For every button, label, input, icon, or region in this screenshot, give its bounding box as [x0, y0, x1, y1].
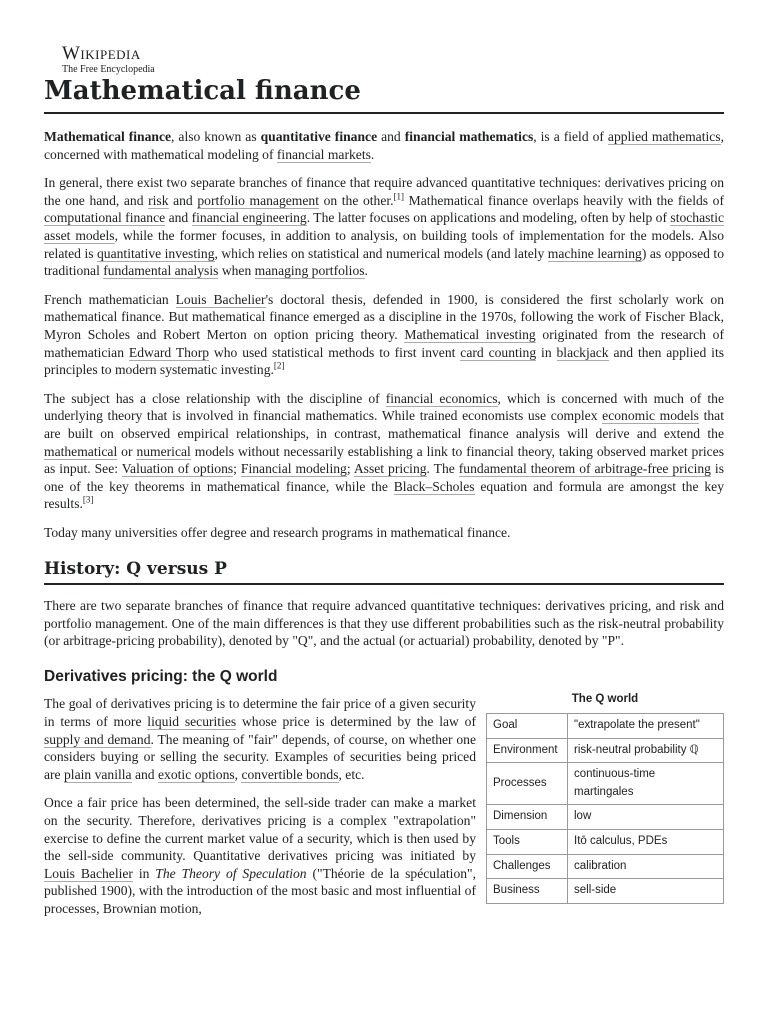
text-run: equation and formula are amongst the key results. [44, 478, 724, 512]
row-value: risk-neutral probability ℚ [568, 738, 724, 763]
paragraph [44, 128, 724, 163]
text-run: is one of the key theorems in mathematical finance, while the [44, 461, 724, 494]
wiki-link[interactable]: Asset pricing [353, 461, 427, 477]
subsection-heading-q-world: Derivatives pricing: the Q world [44, 667, 278, 685]
citation-link[interactable]: [3] [82, 494, 94, 505]
text-run: In general, there exist two separate branches of finance that require advanced quantitative techniques: derivatives pricing on the one hand, and [44, 175, 724, 208]
bold-term: Mathematical finance [44, 129, 172, 144]
text-run: ("Théorie de la spéculation", published 1900), with the introduction of the most basic and most influential of processes, Brownian motion, [44, 865, 476, 916]
row-value: "extrapolate the present" [568, 714, 724, 739]
text-run: . The meaning of "fair" depends, of course, on whether one considers buying or selling the security. Examples of securities being priced are [44, 731, 476, 782]
wiki-link[interactable]: Financial modeling [240, 461, 347, 477]
text-run: . [364, 263, 368, 279]
text-run: and [165, 210, 192, 226]
wiki-link[interactable]: convertible bonds [241, 766, 339, 782]
text-run: models without necessarily establishing a link to financial theory, taking observed market prices as input. See: [44, 443, 724, 477]
bold-term: quantitative finance [260, 129, 378, 144]
text-run: ; [233, 461, 241, 477]
text-run: . The [426, 461, 459, 477]
table-row [487, 879, 724, 904]
paragraph [44, 524, 724, 542]
text-run: ; [346, 461, 354, 477]
wiki-link[interactable]: risk [148, 192, 169, 208]
intro-section [44, 128, 724, 541]
row-label: Dimension [487, 805, 568, 830]
wiki-link[interactable]: Mathematical investing [404, 326, 536, 342]
text-run: ) as opposed to traditional [44, 245, 725, 279]
wiki-link[interactable]: computational finance [44, 210, 166, 226]
table-row [487, 805, 724, 830]
text-run: when [218, 263, 255, 279]
wiki-link[interactable]: blackjack [556, 344, 609, 360]
row-value: low [568, 805, 724, 830]
text-run: or [117, 443, 137, 459]
row-label: Challenges [487, 854, 568, 879]
q-world-table [486, 713, 724, 904]
table-row [487, 763, 724, 805]
logo-tagline: The Free Encyclopedia [62, 64, 155, 75]
row-label: Business [487, 879, 568, 904]
table-row [487, 738, 724, 763]
text-run: Mathematical finance overlaps heavily with the fields of [404, 192, 724, 208]
text-run: Today many universities offer degree and research programs in mathematical finance. [44, 524, 511, 540]
text-run: that are built on observed empirical relationships, in contrast, mathematical finance analysis will derive and extend the [44, 408, 724, 441]
text-run: and then applied its principles to modern systematic investing. [44, 344, 725, 378]
text-run: whose price is determined by the law of [236, 714, 476, 730]
text-run: The goal of derivatives pricing is to determine the fair price of a given security in terms of more [44, 696, 476, 730]
wiki-link[interactable]: fundamental analysis [103, 263, 219, 279]
text-run: on the other. [318, 192, 394, 208]
history-section [44, 597, 724, 650]
text-run: and [377, 129, 405, 144]
text-run: The subject has a close relationship with the discipline of [44, 390, 386, 406]
row-label: Goal [487, 714, 568, 739]
wiki-link[interactable]: numerical [136, 443, 191, 459]
wiki-link[interactable]: plain vanilla [64, 766, 132, 782]
paragraph [44, 390, 724, 513]
paragraph [44, 174, 724, 280]
text-run: , etc. [338, 766, 365, 782]
wiki-link[interactable]: quantitative investing [97, 245, 215, 261]
text-run: , while the former focuses, in addition to analysis, on building tools of implementation for the models. Also related is [44, 227, 724, 261]
wiki-link[interactable]: portfolio management [197, 192, 319, 208]
text-run: , which relies on statistical and numerical models (and lately [214, 245, 548, 261]
wiki-link[interactable]: financial economics [385, 390, 498, 406]
paragraph [44, 597, 724, 650]
text-run: There are two separate branches of finance that require advanced quantitative techniques: derivatives pricing, and risk and portfolio management. One of the main differences is that they use different probabilities such as the risk-neutral probability (or arbitrage-pricing probability), denoted by "Q", and the actual (or actuarial) probability, denoted by "P". [44, 598, 724, 649]
wiki-link[interactable]: Edward Thorp [128, 344, 210, 360]
logo-wordmark: Wikipedia [62, 43, 141, 64]
wiki-link[interactable]: mathematical [44, 443, 118, 459]
row-label: Processes [487, 763, 568, 805]
text-run: and [168, 192, 198, 208]
section-heading-history: History: Q versus P [44, 561, 724, 585]
wiki-link[interactable]: liquid securities [147, 714, 237, 730]
citation-link[interactable]: [1] [393, 191, 405, 202]
text-run: French mathematician [44, 291, 176, 307]
italic-title: The Theory of Speculation [155, 865, 307, 881]
paragraph [44, 291, 724, 379]
row-value: calibration [568, 854, 724, 879]
wiki-link[interactable]: card counting [460, 344, 537, 360]
text-run: , is a field of [533, 129, 608, 144]
wiki-link[interactable]: supply and demand [44, 731, 151, 747]
row-value: continuous-time martingales [568, 763, 724, 805]
wiki-link[interactable]: managing portfolios [254, 263, 365, 279]
text-run: , which is concerned with much of the underlying theory that is involved in financial mathematics. While trained economists use complex [44, 390, 724, 424]
text-run: . [370, 146, 375, 162]
text-run: originated from the research of mathematician [44, 326, 725, 360]
table-row [487, 854, 724, 879]
row-value: Itō calculus, PDEs [568, 830, 724, 855]
wiki-link[interactable]: financial engineering [191, 210, 307, 226]
wiki-link[interactable]: Black–Scholes [393, 478, 475, 494]
row-label: Environment [487, 738, 568, 763]
text-run: who used statistical methods to first invent [209, 344, 461, 360]
row-label: Tools [487, 830, 568, 855]
citation-link[interactable]: [2] [273, 360, 285, 371]
article-body [44, 128, 724, 929]
infobox-caption: The Q world [571, 693, 639, 706]
text-run: in [536, 344, 557, 360]
text-run: in [132, 865, 156, 881]
wiki-link[interactable]: applied mathematics [607, 129, 721, 144]
text-run: Once a fair price has been determined, the sell-side trader can make a market on the security. Therefore, derivatives pricing is a complex "extrapolation" exercise to define the current market value of a security, which is then used by the sell-side community. Quantitative derivatives pricing was initiated by [44, 795, 476, 864]
text-run: , [234, 766, 242, 782]
table-row [487, 830, 724, 855]
wiki-link[interactable]: Valuation of options [121, 461, 234, 477]
text-run: , concerned with mathematical modeling of [44, 129, 725, 162]
text-run: 's doctoral thesis, defended in 1900, is considered the first scholarly work on mathematical finance. But mathematical finance emerged as a discipline in the 1970s, following the work of Fischer Black, Myron Scholes and Robert Merton on option pricing theory. [44, 291, 724, 342]
wiki-link[interactable]: financial markets [276, 146, 371, 162]
page-title: Mathematical finance [44, 76, 724, 114]
wiki-link[interactable]: economic models [602, 408, 699, 424]
row-value: sell-side [568, 879, 724, 904]
text-run: and [131, 766, 159, 782]
q-world-infobox [486, 691, 724, 903]
wiki-link[interactable]: fundamental theorem of arbitrage-free pricing [458, 461, 711, 477]
text-run: . The latter focuses on applications and modeling, often by help of [306, 210, 671, 226]
wiki-link[interactable]: stochastic asset models [44, 210, 725, 243]
wiki-link[interactable]: Louis Bachelier [44, 865, 133, 881]
wikipedia-logo[interactable] [62, 44, 155, 76]
table-row [487, 714, 724, 739]
text-run: , also known as [171, 129, 261, 144]
wiki-link[interactable]: machine learning [547, 245, 642, 261]
wiki-link[interactable]: exotic options [158, 766, 235, 782]
wiki-link[interactable]: Louis Bachelier [175, 291, 266, 307]
bold-term: financial mathematics [404, 129, 534, 144]
